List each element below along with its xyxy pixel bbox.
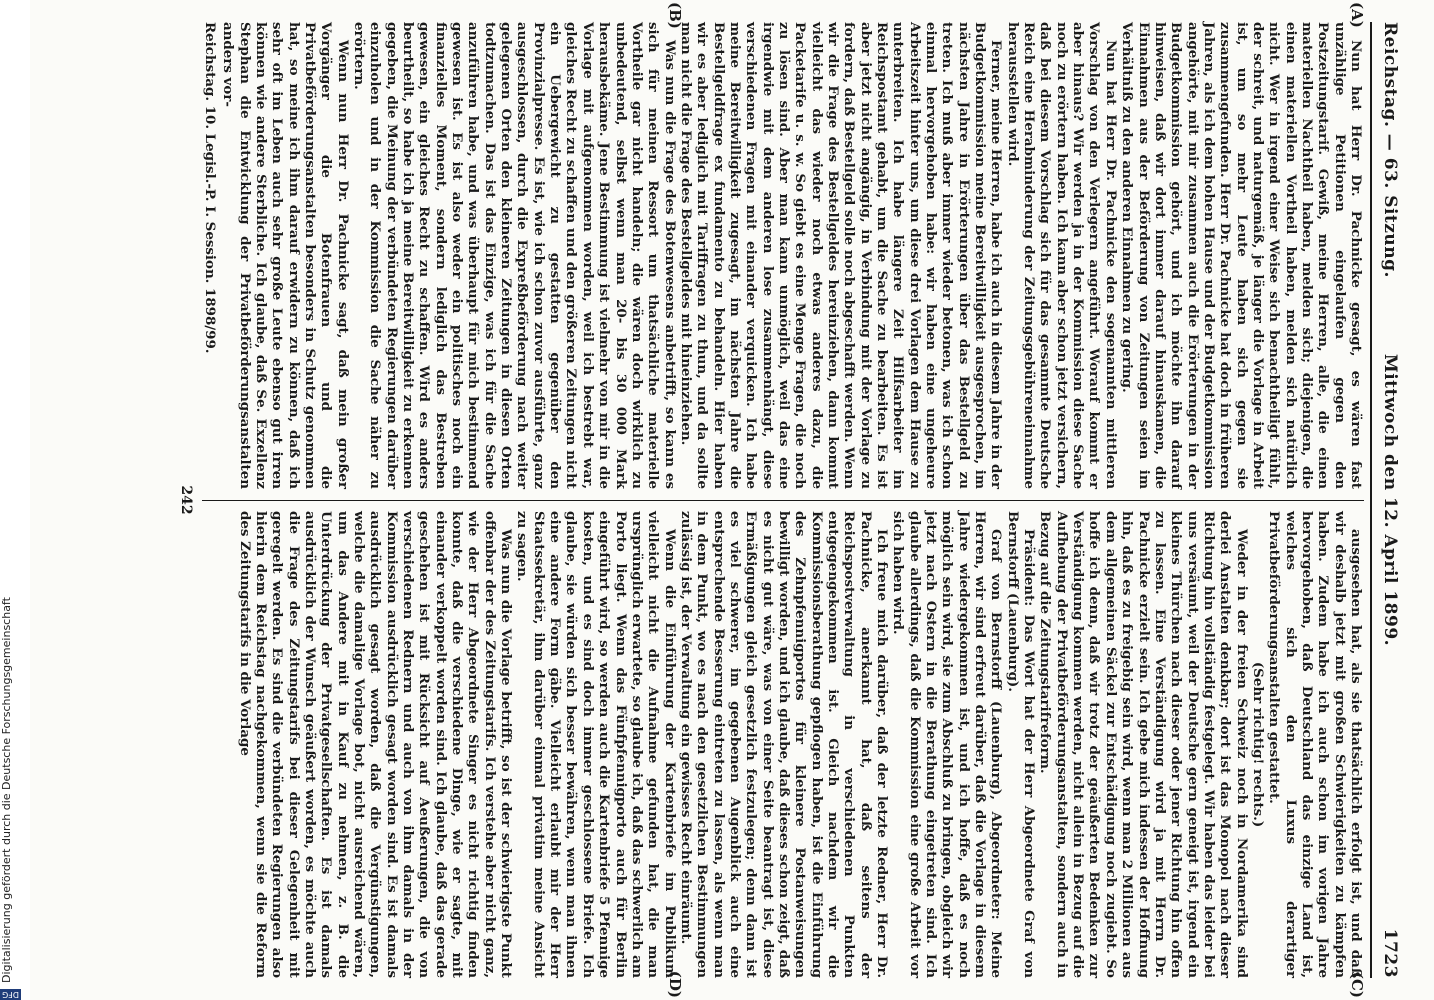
interjection: (Sehr richtig! rechts.): [1249, 661, 1266, 828]
digitization-attribution: [0, 0, 18, 1000]
footer-legislature: Reichstag. 10. Legisl.-P. I. Session. 1898/99.: [201, 22, 218, 354]
page-header: [1376, 22, 1402, 978]
paragraph: ausgesehen hat, als sie thatsächlich erfolgt ist, und daß wir deshalb jetzt mit großen Schwierigkeiten zu kämpfen haben. Zudem habe ich auch schon im vorigen Jahre hervorgehoben, daß Deutschland das einzige Land ist, welches sich den Luxus derartiger Privatbeförderungsanstalten gestattet.: [1266, 511, 1364, 978]
paragraph: Nun hat Herr Dr. Pachnicke den sogenannten mittleren Vorschlag von den Verlegern angeführt. Worauf kommt er aber hinaus? Wir werden ja in der Kommission diese Sache noch zu erörtern haben. Ich kann aber schon jetzt versichern, daß bei diesem Vorschlag sich für das gesammte Deutsche Reich eine Herabminderung der Zeitungsgebühreneinnahme herausstellen wird.: [1004, 22, 1119, 489]
paragraph: Ich freue mich darüber, daß der letzte Redner, Herr Dr. Pachnicke, anerkannt hat, daß seitens der Reichspostverwaltung in verschiedenen Punkten entgegengekommen ist. Gleich nachdem wir die Kommissionsberathung gepflogen haben, ist die Einführung des Zehnpfennigportos für kleinere Postanweisungen bewilligt worden, und ich glaube, daß dieses schon zeigt, daß es nicht gut wäre, was von einer Seite beantragt ist, diese Ermäßigungen gleich gesetzlich festzulegen; denn dann ist es viel schwerer, im gegebenen Augenblick auch eine entsprechende Besserung eintreten zu lassen, als wenn man in dem Punkt, wo es nach den gesetzlichen Bestimmungen zulässig ist, der Verwaltung ein gewisses Recht einräumt.: [677, 511, 891, 978]
speaker-paragraph: Präsident: Das Wort hat der Herr Abgeordnete Graf von Bernstorff (Lauenburg).: [1004, 511, 1038, 978]
speaker-paragraph: Graf von Bernstorff (Lauenburg), Abgeordneter: Meine Herren, wir sind erfreut darüber, daß die Vorlage in diesem Jahre wiedergekommen ist, und ich hoffe, daß es noch möglich sein wird, sie zum Abschluß zu bringen, obgleich wir jetzt nach Ostern in die Berathung eingetreten sind. Ich glaube allerdings, daß die Kommission eine große Arbeit vor sich haben wird.: [890, 511, 1005, 978]
footer-page-number: 242: [177, 485, 194, 515]
margin-mark-a: (A): [1348, 2, 1366, 28]
dfg-logo: DFG: [2, 990, 19, 999]
paragraph: Wenn nun Herr Dr. Pachnicke sagt, daß mein großer Vorgänger die Botenfrauen und die Privatbeförderungsanstalten besonders in Schutz genommen hat, so meine ich ihm darauf erwidern zu können, daß ich sehr oft im Leben auch sehr große Leute ebenso gut irren können wie andere Sterbliche. Ich glaube, daß Se. Exzellenz Stephan die Entwicklung der Privatbeförderungsanstalten anders vor-: [220, 22, 351, 489]
left-column: [202, 22, 1364, 489]
header-session: Reichstag. — 63. Sitzung.: [1380, 22, 1400, 278]
margin-mark-b: (B): [666, 2, 684, 29]
paragraph: Weder in der freien Schweiz noch in Nordamerika sind derlei Anstalten denkbar; dort ist das Monopol nach dieser Richtung hin vollständig festgelegt. Wir haben das leider bei uns versäumt, weil der Deutsche gern geneigt ist, irgend ein kleines Thürchen nach dieser oder jener Richtung hin offen zu lassen. Eine Verständigung wird ja mit Herrn Dr. Pachnicke erzielt sein. Ich gebe mich indessen der Hoffnung hin, daß es zu freigebig sein wird, wenn man 2 Millionen aus dem allgemeinen Säckel zur Entschädigung noch zugiebt. So hoffe ich denn, daß wir trotz der geäußerten Bedenken zur Verständigung kommen werden, nicht allein in Bezug auf die Aufhebung der Privatbeförderungsanstalten, sondern auch in Bezug auf die Zeitungstarifreform.: [1037, 511, 1250, 978]
paragraph: Ferner, meine Herren, habe ich auch in diesem Jahre in der Budgetkommission meine Bereitwilligkeit ausgesprochen, im nächsten Jahre in Erörterungen über das Bestellgeld zu treten. Ich muß aber immer wieder betonen, was ich schon einmal hervorgehoben habe: wir haben eine ungeheure Arbeitszeit hinter uns, um diese drei Vorlagen dem Hause zu unterbreiten. Ich habe längere Zeit Hilfsarbeiter im Reichspostamt gehabt, um die Sache zu bearbeiten. Es ist aber jetzt nicht angängig, in Verbindung mit der Vorlage zu fordern, daß Bestellgeld solle noch abgeschafft werden. Wenn wir die Frage des Bestellgeldes hereinziehen, dann kommt vielleicht das wieder noch etwas anderes dazu, die Packetarife u. s. w. So giebt es eine Menge Fragen, die noch zu lösen sind. Aber man kann unmöglich, weil das eine irgendwie mit dem anderen lose zusammenhängt, diese verschiedenen Fragen mit einander verquicken. Ich habe meine Bereitwilligkeit zugesagt, im nächsten Jahre die Bestellgeldfrage ex fundamento zu behandeln. Hier haben wir es aber lediglich mit Tariffragen zu thun, und da sollte man nicht die Frage des Bestellgeldes mit hineinziehen.: [677, 22, 1005, 489]
header-page-number: 1723: [1380, 928, 1400, 978]
margin-mark-d: (D): [666, 970, 684, 998]
paragraph: Wenn die Einführung der Kartenbriefe im Publikum vielleicht nicht die Aufnahme gefunden hat, die man ursprünglich erwartete, so glaube ich, daß das schwerlich am Porto liegt. Wenn das Fünfpfennigporto auch für Berlin eingeführt wird, so werden auch die Kartenbriefe 5 Pfennige kosten, und es sind doch immer geschlossene Briefe. Ich glaube, sie würden sich besser bewähren, wenn man ihnen eine andere Form gäbe. Vielleicht erlaubt mir der Herr Staatssekretär, ihm darüber einmal privatim meine Ansicht zu sagen.: [514, 511, 678, 978]
attribution-text: Digitalisierung gefördert durch die Deutsche Forschungsgemeinschaft: [0, 597, 13, 983]
margin-mark-c: (C): [1348, 971, 1366, 998]
paragraph: Was nun die Vorlage betrifft, so ist der schwierigste Punkt offenbar der des Zeitungstarifs. Ich verstehe aber nicht ganz, wie der Herr Abgeordnete Singer es nicht richtig finden konnte, daß die verschiedene Dinge, wie er sagte, mit einander verkoppelt worden sind. Ich glaube, daß das gerade geschehen ist mit Rücksicht auf Aeußerungen, die von verschiedenen Rednern und auch von ihm damals in der Kommission ausdrücklich gesagt worden sind. Es ist damals ausdrücklich gesagt worden, daß die Vergünstigungen, welche die damalige Vorlage bot, nicht ausreichend wären, um das Andere mit in Kauf zu nehmen, z. B. die Unterdrückung der Privatgesellschaften. Es ist damals ausdrücklich der Wunsch geäußert worden, es möchte auch die Frage des Zeitungstarifs bei dieser Gelegenheit mit geregelt werden. Es sind die verbündeten Regierungen also hierin dem Reichstag nachgekommen, wenn sie die Reform des Zeitungstarifs in die Vorlage: [236, 511, 515, 978]
right-column: [202, 511, 1364, 978]
paragraph: Nun hat Herr Dr. Pachnicke gesagt, es wären fast unzählige Petitionen eingelaufen gegen den Postzeitungstarif. Gewiß, meine Herren, alle, die einen materiellen Nachtheil haben, melden sich; diejenigen, die einen materiellen Vortheil haben, melden sich natürlich nicht. Wer in irgend einer Weise sich benachtheiligt fühlt, der schreit, und naturgemäß, je länger die Vorlage in Arbeit ist, um so mehr Leute haben sich gegen sie zusammengefunden. Herr Dr. Pachnicke hat doch in früheren Jahren, als ich dem hohen Hause und der Budgetkommission angehörte, mit mir zusammen auch die Erörterungen in der Budgetkommission gehört, und ich möchte ihn darauf hinweisen, daß wir dort immer darauf hinauskamen, die Einnahmen aus der Beförderung von Zeitungen seien im Verhältniß zu den anderen Einnahmen zu gering.: [1119, 22, 1364, 489]
column-separator: [202, 500, 1364, 501]
header-rule: [1370, 22, 1372, 978]
text-columns: [177, 2, 1366, 998]
document-page: [30, 0, 1434, 1000]
header-date: Mittwoch den 12. April 1899.: [1380, 353, 1400, 647]
paragraph: Was nun die Frage des Botenwesens anbetrifft, so kann es sich für meinen Ressort um thatsächliche materielle Vortheile gar nicht handeln; die wären doch wirklich zu unbedeutend, selbst wenn man 20- bis 30 000 Mark herausbekäme. Jene Bestimmung ist vielmehr von mir in die Vorlage mit aufgenommen worden, weil ich bestrebt war, gleiches Recht zu schaffen und den größeren Zeitungen nicht ein Uebergewicht zu gestatten gegenüber den Provinzialpresse. Es ist, wie ich schon zuvor ausführte, ganz ausgeschlossen, durch die Expreßbeförderung nach weiter gelegenen Orten den kleineren Zeitungen in diesen Orten todtzumachen. Das ist das Einzige, was ich für die Sache anzuführen habe, und was überhaupt für mich bestimmend gewesen ist. Es ist also weder ein politisches noch ein finanzielles Moment, sondern lediglich das Bestreben gewesen, ein gleiches Recht zu schaffen. Wird es anders beurtheilt, so habe ich ja meine Bereitwilligkeit zu erkennen gegeben, die Meinung der verbündeten Regierungen darüber einzuholen und in der Kommission die Sache näher zu erörtern.: [351, 22, 678, 489]
